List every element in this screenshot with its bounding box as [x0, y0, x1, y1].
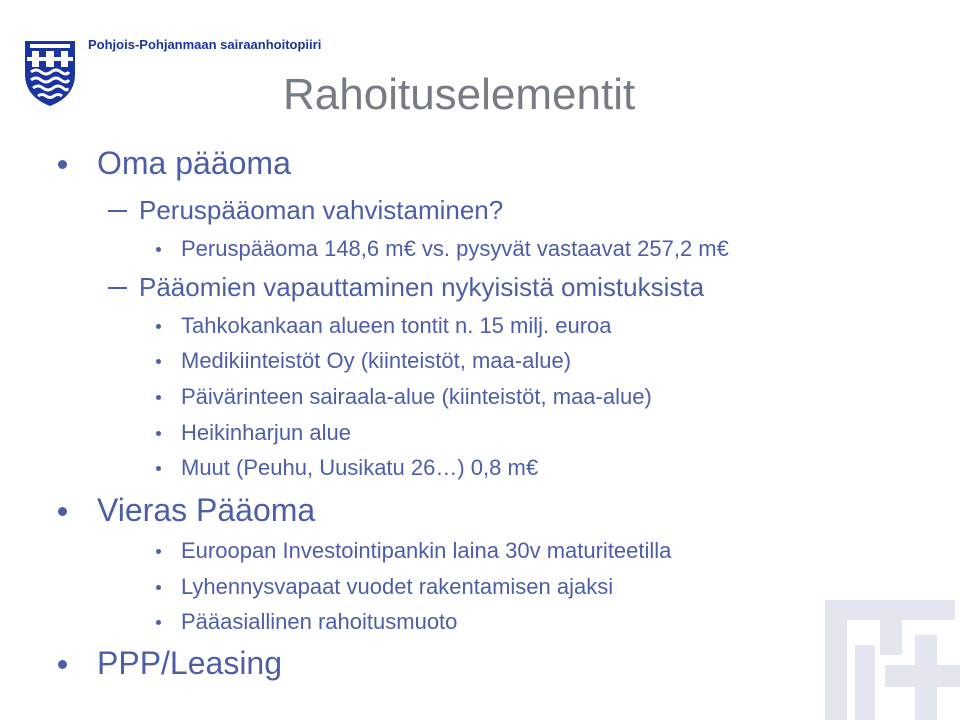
bullet-text: Medikiinteistöt Oy (kiinteistöt, maa-alue)	[181, 348, 572, 373]
bullet-text: Muut (Peuhu, Uusikatu 26…) 0,8 m€	[181, 455, 539, 480]
bullet-dot-icon	[58, 160, 67, 169]
bullet-text: Euroopan Investointipankin laina 30v maturiteetilla	[181, 538, 672, 563]
bullet-dot-icon	[156, 585, 161, 590]
bullet-text: Heikinharjun alue	[181, 420, 351, 445]
bullet-dot-icon	[58, 660, 67, 669]
bullet-dot-icon	[58, 507, 67, 516]
bullet-dash-icon	[108, 210, 127, 212]
bullet-dot-icon	[156, 395, 161, 400]
bullet-text: Peruspääoman vahvistaminen?	[139, 195, 504, 225]
bullet-dot-icon	[156, 466, 161, 471]
organization-name: Pohjois-Pohjanmaan sairaanhoitopiiri	[88, 37, 322, 52]
bullet-text: Pääomien vapauttaminen nykyisistä omistuksista	[139, 272, 705, 302]
bullet-dot-icon	[156, 431, 161, 436]
bullet-dot-icon	[156, 324, 161, 329]
bullet-text: Lyhennysvapaat vuodet rakentamisen ajaksi	[181, 574, 614, 599]
bullet-dot-icon	[156, 247, 161, 252]
bullet-text: PPP/Leasing	[97, 645, 283, 681]
bullet-text: Oma pääoma	[97, 145, 291, 181]
slide-title: Rahoituselementit	[283, 70, 636, 119]
bullet-text: Vieras Pääoma	[97, 492, 316, 528]
bullet-dot-icon	[156, 620, 161, 625]
bullet-dot-icon	[156, 359, 161, 364]
bullet-text: Päivärinteen sairaala-alue (kiinteistöt, maa-alue)	[181, 384, 652, 409]
bullet-text: Tahkokankaan alueen tontit n. 15 milj. euroa	[181, 313, 612, 338]
cross-pattern-watermark	[800, 590, 960, 720]
bullet-dash-icon	[108, 287, 127, 289]
bullet-dot-icon	[156, 549, 161, 554]
bullet-text: Pääasiallinen rahoitusmuoto	[181, 609, 458, 634]
coat-of-arms-icon	[22, 38, 78, 108]
bullet-text: Peruspääoma 148,6 m€ vs. pysyvät vastaavat 257,2 m€	[181, 236, 729, 261]
